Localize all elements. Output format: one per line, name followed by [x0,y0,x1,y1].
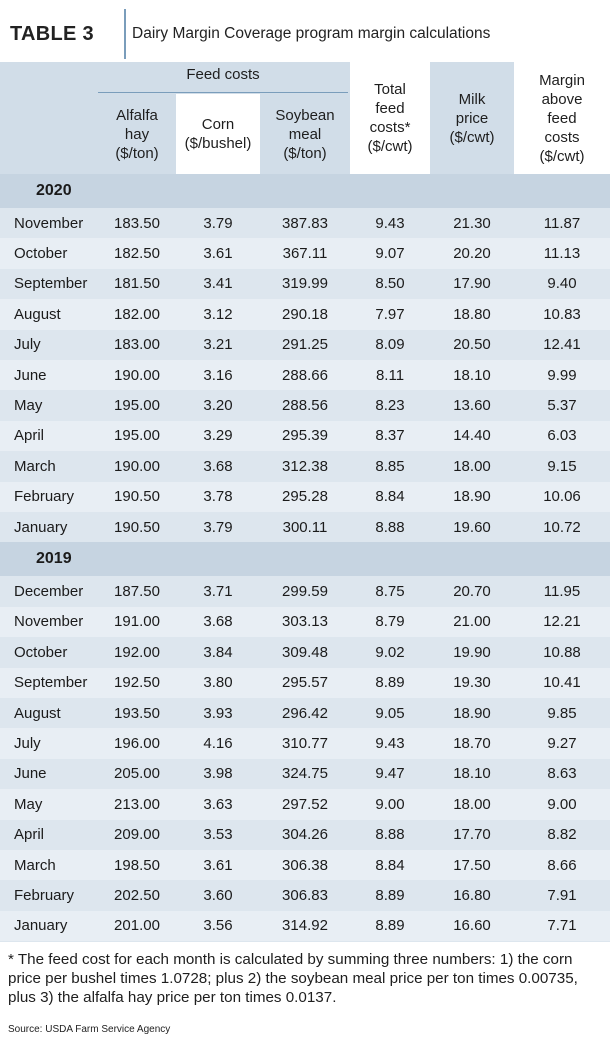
alfalfa-hay-cell: 187.50 [114,583,160,601]
total-feed-costs-cell: 7.97 [375,305,405,323]
corn-cell: 3.63 [203,795,233,813]
month-cell: June [14,765,47,783]
milk-price-cell: 18.70 [453,735,491,753]
milk-price-cell: 18.80 [453,305,491,323]
soybean-meal-cell: 324.75 [282,765,328,783]
header-margin-above-feed-costs [514,62,610,174]
milk-price-cell: 19.30 [453,674,491,692]
title-divider [124,9,126,59]
soybean-meal-cell: 306.83 [282,887,328,905]
corn-cell: 3.60 [203,887,233,905]
margin-cell: 8.63 [547,765,577,783]
milk-price-cell: 19.60 [453,518,491,536]
month-cell: May [14,397,43,415]
table-row [0,728,610,758]
corn-cell: 3.56 [203,917,233,935]
milk-price-cell: 18.00 [453,795,491,813]
alfalfa-hay-cell: 213.00 [114,795,160,813]
alfalfa-hay-cell: 183.00 [114,336,160,354]
margin-cell: 10.06 [543,488,581,506]
total-feed-costs-cell: 8.79 [375,613,405,631]
total-feed-costs-cell: 8.50 [375,275,405,293]
month-cell: January [14,518,68,536]
month-cell: July [14,735,41,753]
margin-cell: 9.27 [547,735,577,753]
table-row [0,911,610,941]
soybean-meal-cell: 367.11 [282,245,328,263]
alfalfa-hay-cell: 193.50 [114,704,160,722]
alfalfa-hay-cell: 182.00 [114,305,160,323]
margin-cell: 10.83 [543,305,581,323]
soybean-meal-cell: 303.13 [282,613,328,631]
month-cell: March [14,856,56,874]
corn-cell: 3.16 [203,366,233,384]
soybean-meal-cell: 304.26 [282,826,328,844]
header-line: Total [374,81,406,98]
table-row [0,299,610,329]
month-cell: August [14,704,61,722]
soybean-meal-cell: 291.25 [282,336,328,354]
alfalfa-hay-cell: 198.50 [114,856,160,874]
header-line: feed [547,109,577,127]
table-row [0,238,610,268]
total-feed-costs-cell: 9.43 [375,214,405,232]
header-alfalfa-hay [98,94,176,174]
table-row [0,482,610,512]
corn-cell: 3.29 [203,427,233,445]
total-feed-costs-cell: 8.88 [375,518,405,536]
corn-cell: 3.61 [203,856,233,874]
header-line: ($/cwt) [449,128,495,146]
total-feed-costs-cell: 8.75 [375,583,405,601]
table-row [0,850,610,880]
header-line: feed [375,100,405,117]
month-cell: September [14,275,88,293]
milk-price-cell: 18.90 [453,488,491,506]
alfalfa-hay-cell: 195.00 [114,397,160,415]
table-row [0,668,610,698]
month-cell: February [14,887,75,905]
margin-cell: 7.91 [547,887,577,905]
milk-price-cell: 20.50 [453,336,491,354]
soybean-meal-cell: 290.18 [282,305,328,323]
margin-cell: 11.87 [543,214,581,232]
section-year-row: 2019 [0,542,610,576]
alfalfa-hay-cell: 190.50 [114,488,160,506]
table-row [0,421,610,451]
soybean-meal-cell: 295.28 [282,488,328,506]
milk-price-cell: 18.10 [453,366,491,384]
soybean-meal-cell: 306.38 [282,856,328,874]
margin-cell: 8.66 [547,856,577,874]
soybean-meal-cell: 288.56 [282,397,328,415]
milk-price-cell: 20.20 [453,245,491,263]
month-cell: November [14,613,84,631]
total-feed-costs-cell: 9.07 [375,245,405,263]
month-cell: April [14,427,45,445]
alfalfa-hay-cell: 202.50 [114,887,160,905]
milk-price-cell: 17.70 [453,826,491,844]
soybean-meal-cell: 319.99 [282,275,328,293]
soybean-meal-cell: 312.38 [282,457,328,475]
soybean-meal-cell: 309.48 [282,643,328,661]
table-row [0,637,610,667]
margin-cell: 8.82 [547,826,577,844]
soybean-meal-cell: 288.66 [282,366,328,384]
total-feed-costs-cell: 8.84 [375,856,405,874]
total-feed-costs-cell: 8.23 [375,397,405,415]
milk-price-cell: 16.60 [453,917,491,935]
data-table [0,62,610,942]
milk-price-cell: 17.90 [453,275,491,293]
margin-cell: 10.72 [543,518,581,536]
alfalfa-hay-cell: 205.00 [114,765,160,783]
alfalfa-hay-cell: 190.00 [114,457,160,475]
table-row [0,512,610,542]
corn-cell: 3.98 [203,765,233,783]
milk-price-cell: 21.00 [453,613,491,631]
corn-cell: 3.68 [203,613,233,631]
header-line: costs [544,128,580,146]
soybean-meal-cell: 296.42 [282,704,328,722]
alfalfa-hay-cell: 192.00 [114,643,160,661]
alfalfa-hay-cell: 190.50 [114,518,160,536]
margin-cell: 7.71 [547,917,577,935]
alfalfa-hay-cell: 182.50 [114,245,160,263]
alfalfa-hay-cell: 196.00 [114,735,160,753]
month-cell: November [14,214,84,232]
header-line: ($/cwt) [367,138,413,155]
milk-price-cell: 18.10 [453,765,491,783]
margin-cell: 10.41 [543,674,581,692]
header-line: costs* [369,119,411,136]
margin-cell: 9.00 [547,795,577,813]
header-line: Alfalfa [116,106,158,124]
alfalfa-hay-cell: 181.50 [114,275,160,293]
header-line: ($/ton) [115,144,159,162]
milk-price-cell: 13.60 [453,397,491,415]
total-feed-costs-cell: 9.00 [375,795,405,813]
milk-price-cell: 21.30 [453,214,491,232]
margin-cell: 9.15 [547,457,577,475]
section-year-row: 2020 [0,174,610,208]
corn-cell: 3.20 [203,397,233,415]
margin-cell: 11.13 [543,245,581,263]
header-corn [176,94,260,174]
header-total-feed-costs [350,62,430,174]
milk-price-cell: 17.50 [453,856,491,874]
header-line: ($/cwt) [539,147,585,165]
total-feed-costs-cell: 8.09 [375,336,405,354]
total-feed-costs-cell: 8.84 [375,488,405,506]
alfalfa-hay-cell: 209.00 [114,826,160,844]
month-cell: February [14,488,75,506]
soybean-meal-cell: 310.77 [282,735,328,753]
corn-cell: 3.80 [203,674,233,692]
corn-cell: 3.79 [203,518,233,536]
table-row [0,607,610,637]
table-row [0,208,610,238]
total-feed-costs-cell: 8.89 [375,674,405,692]
corn-cell: 3.84 [203,643,233,661]
header-line: ($/ton) [283,144,327,162]
margin-cell: 10.88 [543,643,581,661]
table-title: Dairy Margin Coverage program margin calculations [132,25,491,42]
header-line: Corn [201,116,235,133]
total-feed-costs-cell: 8.37 [375,427,405,445]
month-cell: January [14,917,68,935]
alfalfa-hay-cell: 190.00 [114,366,160,384]
alfalfa-hay-cell: 183.50 [114,214,160,232]
corn-cell: 3.61 [203,245,233,263]
table-row [0,390,610,420]
header-line: Margin [539,71,585,89]
soybean-meal-cell: 387.83 [282,214,328,232]
month-cell: May [14,795,43,813]
table-number: TABLE 3 [10,22,94,45]
soybean-meal-cell: 299.59 [282,583,328,601]
corn-cell: 3.21 [203,336,233,354]
soybean-meal-cell: 295.57 [282,674,328,692]
title-bar [0,0,610,62]
header-soybean-meal [262,94,348,174]
table-row [0,789,610,819]
soybean-meal-cell: 300.11 [282,518,328,536]
soybean-meal-cell: 297.52 [282,795,328,813]
month-cell: June [14,366,47,384]
alfalfa-hay-cell: 201.00 [114,917,160,935]
total-feed-costs-cell: 8.11 [375,366,405,384]
alfalfa-hay-cell: 191.00 [114,613,160,631]
corn-cell: 3.53 [203,826,233,844]
corn-cell: 3.71 [203,583,233,601]
corn-cell: 3.79 [203,214,233,232]
header-milk-price [432,62,512,174]
total-feed-costs-cell: 8.89 [375,887,405,905]
header-line: above [541,90,583,108]
margin-cell: 11.95 [543,583,581,601]
table-row [0,820,610,850]
soybean-meal-cell: 295.39 [282,427,328,445]
table-row [0,759,610,789]
corn-cell: 3.93 [203,704,233,722]
footnote: * The feed cost for each month is calculated by summing three numbers: 1) the corn price per bushel times 1.0728; plus 2) the soybean meal price per ton times 0.00735, plus 3) the alfalfa hay price per ton times 0.0137. [8,951,578,1006]
footnote-area [0,942,610,1040]
margin-cell: 9.40 [547,275,577,293]
corn-cell: 4.16 [203,735,233,753]
total-feed-costs-cell: 9.47 [375,765,405,783]
feed-costs-group-rule [98,92,348,93]
corn-cell: 3.68 [203,457,233,475]
milk-price-cell: 20.70 [453,583,491,601]
total-feed-costs-cell: 9.43 [375,735,405,753]
feed-costs-group-label: Feed costs [186,66,260,83]
corn-cell: 3.78 [203,488,233,506]
month-cell: August [14,305,61,323]
source-note: Source: USDA Farm Service Agency [8,1024,171,1035]
table-row [0,330,610,360]
table-row [0,576,610,606]
table-header [0,62,610,174]
header-line: Milk [458,90,486,108]
month-cell: October [14,245,68,263]
total-feed-costs-cell: 8.88 [375,826,405,844]
margin-cell: 5.37 [547,397,577,415]
total-feed-costs-cell: 9.02 [375,643,405,661]
total-feed-costs-cell: 8.89 [375,917,405,935]
header-line: hay [124,125,150,143]
milk-price-cell: 18.90 [453,704,491,722]
margin-cell: 9.99 [547,366,577,384]
table-row [0,360,610,390]
milk-price-cell: 16.80 [453,887,491,905]
month-cell: March [14,457,56,475]
milk-price-cell: 19.90 [453,643,491,661]
table-row [0,698,610,728]
margin-cell: 9.85 [547,704,577,722]
month-cell: July [14,336,41,354]
alfalfa-hay-cell: 192.50 [114,674,160,692]
table-row [0,880,610,910]
month-cell: September [14,674,88,692]
soybean-meal-cell: 314.92 [282,917,328,935]
corn-cell: 3.41 [203,275,233,293]
header-line: Soybean [275,106,335,124]
corn-cell: 3.12 [203,305,233,323]
month-cell: December [14,583,84,601]
milk-price-cell: 14.40 [453,427,491,445]
month-cell: October [14,643,68,661]
margin-cell: 6.03 [547,427,577,445]
header-line: meal [288,125,322,143]
table-row [0,269,610,299]
margin-cell: 12.21 [543,613,581,631]
milk-price-cell: 18.00 [453,457,491,475]
header-line: ($/bushel) [184,135,252,152]
table-row [0,451,610,481]
alfalfa-hay-cell: 195.00 [114,427,160,445]
header-line: price [455,109,489,127]
total-feed-costs-cell: 9.05 [375,704,405,722]
total-feed-costs-cell: 8.85 [375,457,405,475]
margin-cell: 12.41 [543,336,581,354]
month-cell: April [14,826,45,844]
